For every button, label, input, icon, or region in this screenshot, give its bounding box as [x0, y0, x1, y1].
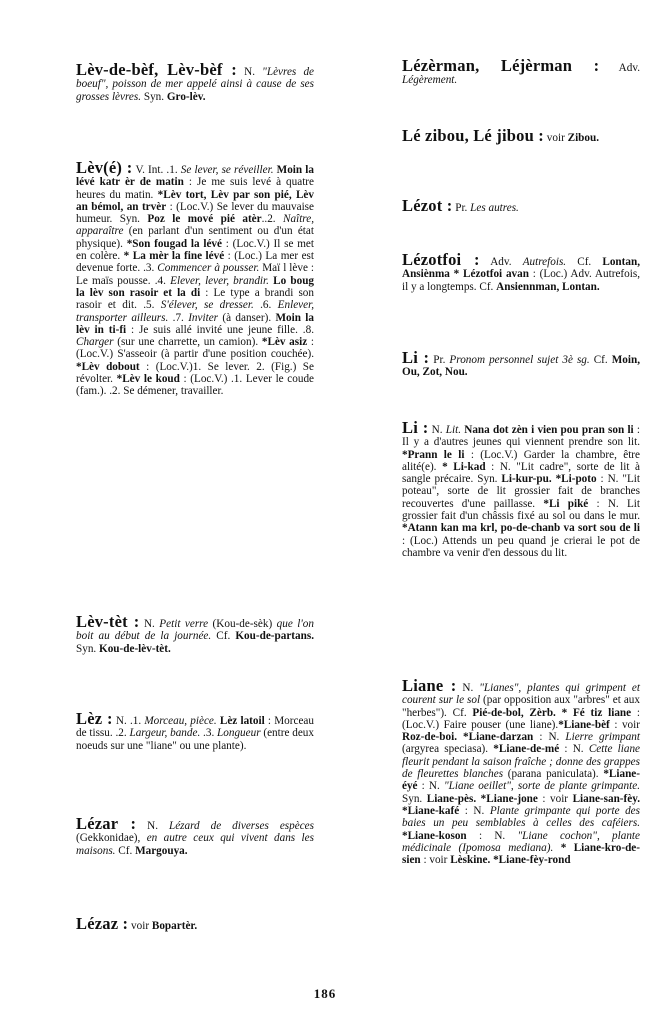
- creole-term: Liane-pès. *Liane-jone: [426, 792, 538, 805]
- entry-headword: Li :: [402, 418, 429, 437]
- entry-text: Maï l lève : Le maïs pousse. .4.: [76, 262, 315, 287]
- creole-term: Roz-de-boi. *Liane-darzan: [402, 731, 534, 744]
- entry-text: voir: [546, 132, 568, 144]
- definition-text: Charger: [76, 336, 114, 349]
- dictionary-entry: [402, 348, 641, 379]
- entry-headword: Lézaz :: [76, 914, 129, 933]
- entry-text: (par opposition aux "arbres" et aux "herbes"). Cf.: [402, 694, 640, 719]
- part-of-speech: N.: [462, 682, 480, 694]
- definition-text: Les autres.: [470, 202, 519, 214]
- entry-text: Cf.: [589, 354, 612, 366]
- definition-text: Enlever, transporter ailleurs.: [76, 299, 315, 324]
- entry-text: .7.: [168, 311, 189, 324]
- entry-headword: Lézar :: [76, 814, 137, 833]
- entry-text: Syn.: [402, 792, 427, 805]
- dictionary-entry: [402, 250, 640, 293]
- definition-text: Plante grimpante qui porte des baies un peu semblables à celles des caféiers.: [402, 804, 640, 830]
- entry-text: .6.: [253, 299, 278, 312]
- entry-headword: Lèv(é) :: [76, 158, 133, 177]
- dictionary-entry: [76, 814, 314, 857]
- definition-text: Morceau, pièce.: [144, 715, 217, 727]
- part-of-speech: N.: [431, 424, 446, 436]
- entry-text: : (Loc.V.) .1. Lever le coude (fam.). .2. Se démener, travailler.: [76, 373, 314, 398]
- dictionary-entry: [76, 709, 314, 752]
- creole-term: Bopartèr.: [151, 920, 198, 932]
- dictionary-entry: [76, 914, 314, 933]
- entry-text: : N.: [533, 731, 566, 744]
- definition-text: Lierre grimpant: [565, 731, 641, 744]
- definition-text: Lézard de diverses espèces: [168, 820, 314, 832]
- creole-term: Kou-de-partans.: [235, 630, 314, 643]
- definition-text: "Lèvres de boeuf", poisson de mer appelé ainsi à cause de ses grosses lèvres.: [76, 66, 315, 103]
- entry-text: : (Loc.V.) Il se met en colère.: [76, 237, 314, 263]
- entry-text: : (Loc.) La mer est devenue forte. .3.: [76, 250, 315, 275]
- creole-term: *Liane-bèf: [558, 718, 610, 731]
- page-number: 186: [313, 986, 337, 1001]
- definition-text: Se lever, se réveiller.: [180, 164, 274, 176]
- entry-text: : N.: [417, 780, 444, 793]
- entry-text: voir: [131, 920, 152, 932]
- definition-text: Autrefois.: [522, 256, 567, 268]
- entry-text: : (Loc.V.) Se lever du mauvaise humeur. Syn.: [76, 200, 314, 226]
- creole-term: Lèskine. *Liane-fèy-rond: [450, 854, 571, 867]
- dictionary-entry: [76, 158, 315, 398]
- entry-text: .3.: [200, 727, 218, 740]
- creole-term: Lontan, Ansiènma * Lézotfoi avan: [402, 256, 640, 281]
- creole-term: *Son fougad la lévé: [126, 237, 222, 250]
- definition-text: "Liane cochon", plante médicinale (Ipomosa mediana).: [402, 829, 640, 854]
- entry-text: (sur une charrette, un camion).: [113, 336, 262, 349]
- dictionary-entry: [76, 612, 314, 655]
- entry-text: : (Loc.V.) Faire pouser (une liane).: [402, 706, 641, 731]
- entry-text: : N. "Lit cadre", sorte de lit à sangle précaire. Syn.: [402, 460, 640, 486]
- creole-term: Gro-lèv.: [166, 90, 206, 103]
- part-of-speech: N.: [147, 820, 169, 832]
- entry-headword: Li :: [402, 348, 430, 367]
- entry-text: : N. Lit grossier fait d'un châssis fixé au sol ou dans le mur.: [402, 497, 640, 523]
- dictionary-entry: [402, 126, 640, 145]
- definition-text: "Liane oeillet", sorte de plante grimpante.: [443, 780, 640, 793]
- creole-term: Liane-san-fèy. *Liane-kafé: [402, 792, 640, 817]
- entry-text: : (Loc.V.)1. Se lever. 2. (Fig.) Se révolter.: [76, 360, 314, 386]
- entry-text: (en parlant d'un sentiment ou d'un état physique).: [76, 225, 314, 250]
- creole-term: *Lèv le koud: [116, 373, 180, 386]
- entry-text: : N. "Lit poteau", sorte de lit grossier fait de branches recouvertes d'une paillasse.: [402, 473, 640, 510]
- entry-text: ..2.: [261, 213, 284, 226]
- creole-term: Moin la lèv in ti-fi: [76, 311, 314, 336]
- creole-term: Ansiennman, Lontan.: [496, 280, 600, 293]
- entry-text: [553, 842, 560, 854]
- creole-term: Pié-de-bol, Zèrb. * Fé tiz liane: [472, 706, 632, 719]
- dictionary-entry: [402, 196, 640, 215]
- part-of-speech: Adv.: [618, 62, 640, 74]
- definition-text: Naître, apparaître: [76, 213, 315, 238]
- creole-term: *Lèv tort, Lèv par son pié, Lèv an bémol, an trvèr: [76, 188, 314, 213]
- creole-term: Lo boug la lèv son rasoir et la di: [76, 274, 315, 299]
- creole-term: * La mèr la fine lévé: [123, 250, 225, 263]
- part-of-speech: N.: [244, 66, 263, 78]
- entry-headword: Lèv-tèt :: [76, 612, 140, 631]
- entry-text: (argyrea speciasa).: [402, 743, 494, 756]
- definition-text: Petit verre: [159, 618, 209, 630]
- part-of-speech: Pr.: [455, 202, 471, 214]
- entry-text: : N.: [459, 804, 490, 817]
- entry-text: : (Loc.V.) Garder la chambre, être alité(e).: [402, 448, 640, 473]
- entry-text: Cf.: [115, 844, 136, 857]
- part-of-speech: Pr.: [433, 354, 450, 366]
- part-of-speech: N.: [143, 618, 160, 630]
- entry-text: : Je suis allé invité une jeune fille. .8.: [126, 323, 314, 336]
- entry-text: : N.: [466, 829, 518, 842]
- definition-text: Inviter: [188, 311, 219, 324]
- entry-text: : Morceau de tissu. .2.: [76, 715, 314, 740]
- entry-text: Syn.: [76, 642, 100, 655]
- entry-text: : voir: [537, 792, 573, 805]
- definition-text: Pronom personnel sujet 3è sg.: [449, 354, 590, 366]
- creole-term: *Atann kan ma krl, po-de-chanb va sort sou de li: [402, 522, 640, 535]
- entry-text: (parana paniculata).: [503, 768, 604, 781]
- entry-headword: Lézotfoi :: [402, 250, 480, 269]
- creole-term: Lèz latoil: [216, 715, 265, 727]
- dictionary-entry: [402, 676, 641, 867]
- creole-term: Moin, Ou, Zot, Nou.: [402, 354, 641, 379]
- creole-term: *Lèv dobout: [76, 360, 140, 373]
- entry-text: V. Int. .1.: [135, 164, 181, 176]
- definition-text: Légèrement.: [402, 74, 458, 87]
- creole-term: Li-kur-pu. *Li-poto: [501, 473, 597, 486]
- part-of-speech: Adv.: [490, 256, 523, 268]
- definition-text: Cette liane fleurit pendant la saison fraîche ; donne des grappes de fleurettes blanches: [402, 743, 641, 781]
- definition-text: S'élever, se dresser.: [160, 299, 254, 312]
- definition-text: Commencer à pousser.: [157, 262, 260, 275]
- creole-term: * Liane-kro-de-sien: [402, 841, 641, 867]
- creole-term: Zibou.: [567, 132, 600, 144]
- definition-text: Longueur: [217, 727, 261, 740]
- creole-term: *Liane-de-mé: [493, 743, 560, 756]
- entry-text: : Je me suis levé à quatre heures du matin.: [76, 176, 315, 201]
- entry-text: : voir: [609, 718, 640, 731]
- dictionary-entry: [402, 56, 640, 87]
- definition-text: en autre ceux qui vivent dans les maisons.: [76, 832, 314, 857]
- entry-text: : voir: [420, 854, 451, 867]
- creole-term: *Lèv asiz: [261, 336, 308, 349]
- entry-headword: Lé zibou, Lé jibou :: [402, 126, 544, 145]
- definition-text: Lit.: [445, 424, 462, 436]
- entry-text: (Kou-de-sèk): [208, 618, 277, 630]
- creole-term: Moin la lévé katr èr de matin: [76, 164, 314, 189]
- definition-text: que l'on boit au début de la journée.: [76, 618, 314, 643]
- entry-text: : Le type a brandi son rasoir et dit. .5.: [76, 286, 314, 312]
- part-of-speech: N. .1.: [115, 715, 145, 727]
- definition-text: "Lianes", plantes qui grimpent et courent sur le sol: [402, 682, 640, 707]
- definition-text: Elever, lever, brandir.: [170, 274, 269, 287]
- creole-term: *Prann le li: [402, 448, 465, 461]
- creole-term: Nana dot zèn i vien pou pran son li: [461, 424, 634, 436]
- creole-term: Kou-de-lèv-tèt.: [99, 642, 171, 655]
- entry-text: (Gekkonidae),: [76, 832, 147, 845]
- entry-text: : (Loc.) Attends un peu quand je crierai le pot de chambre va venir d'en dessous du lit.: [402, 534, 640, 559]
- creole-term: *Li piké: [543, 497, 589, 510]
- entry-headword: Lézot :: [402, 196, 453, 215]
- dictionary-entry: [76, 60, 315, 103]
- creole-term: Margouya.: [135, 844, 188, 857]
- entry-text: Cf.: [211, 630, 236, 643]
- entry-text: : (Loc.V.) S'asseoir (à partir d'une position couchée).: [76, 336, 314, 361]
- creole-term: *Liane-koson: [402, 829, 467, 842]
- entry-headword: Lèv-de-bèf, Lèv-bèf :: [76, 60, 237, 79]
- entry-text: (entre deux noeuds sur une "liane" ou une plante).: [76, 727, 314, 752]
- entry-headword: Lézèrman, Léjèrman :: [402, 56, 600, 75]
- entry-headword: Liane :: [402, 676, 457, 695]
- entry-text: : (Loc.) Adv. Autrefois, il y a longtemps. Cf.: [402, 268, 640, 293]
- entry-text: : Il y a d'autres jeunes qui viennent prendre son lit.: [402, 424, 641, 449]
- creole-term: Poz le mové pié atèr: [147, 213, 262, 226]
- creole-term: * Li-kad: [442, 460, 486, 473]
- dictionary-entry: [402, 418, 641, 559]
- entry-headword: Lèz :: [76, 709, 113, 728]
- entry-text: Syn.: [141, 90, 167, 103]
- creole-term: *Liane-éyé: [402, 768, 640, 793]
- entry-text: (à danser).: [218, 311, 276, 324]
- entry-text: : N.: [559, 743, 589, 756]
- entry-text: Cf.: [566, 256, 603, 268]
- definition-text: Largeur, bande.: [129, 727, 201, 740]
